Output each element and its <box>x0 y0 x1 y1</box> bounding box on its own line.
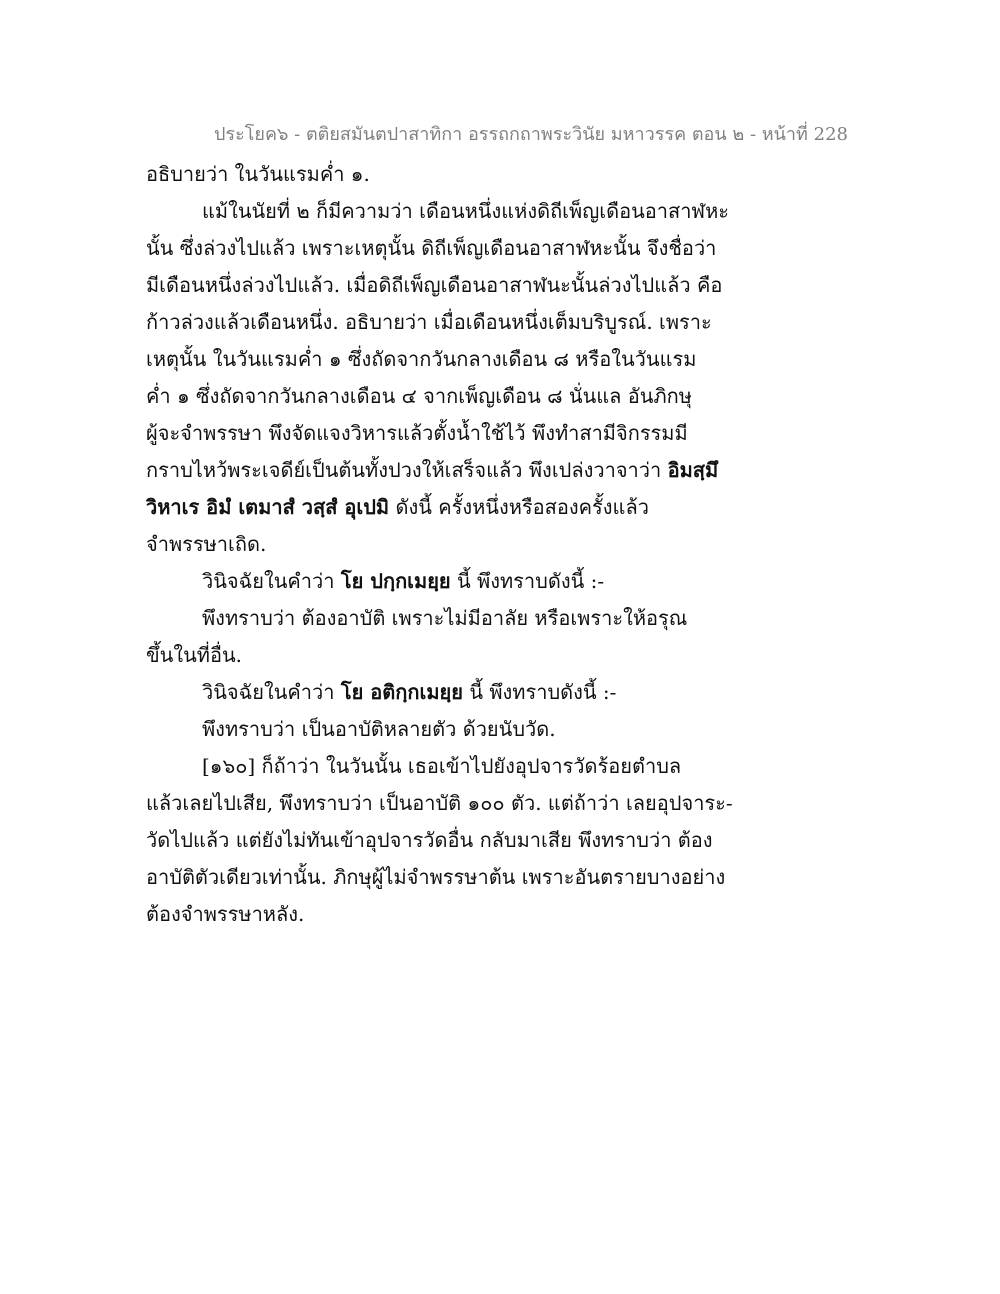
pali-term: โย ปกฺกเมยฺย <box>340 569 451 593</box>
text-line: อาบัติตัวเดียวเท่านั้น. ภิกษุผู้ไม่จำพรรษาต้น เพราะอันตรายบางอย่าง <box>146 865 726 889</box>
text-line: เหตุนั้น ในวันแรมค่ำ ๑ ซึ่งถัดจากวันกลางเดือน ๘ หรือในวันแรม <box>146 347 697 371</box>
text-line: พึงทราบว่า ต้องอาบัติ เพราะไม่มีอาลัย หรือเพราะให้อรุณ <box>202 606 688 630</box>
text-line: ต้องจำพรรษาหลัง. <box>146 902 305 926</box>
pali-phrase: วิหาเร อิมํ เตมาสํ วสฺสํ อุเปมิ <box>146 495 390 519</box>
body-text <box>146 156 733 933</box>
text-line <box>146 452 719 489</box>
text-line: นั้น ซึ่งล่วงไปแล้ว เพราะเหตุนั้น ดิถีเพ็ญเดือนอาสาฬหะนั้น จึงชื่อว่า <box>146 236 717 260</box>
text-line: ขึ้นในที่อื่น. <box>146 643 243 667</box>
running-header: ประโยค๖ - ตติยสมันตปาสาทิกา อรรถกถาพระวินัย มหาวรรค ตอน ๒ - หน้าที่ 228 <box>214 124 848 145</box>
text-line: วัดไปแล้ว แต่ยังไม่ทันเข้าอุปจารวัดอื่น กลับมาเสีย พึงทราบว่า ต้อง <box>146 828 713 852</box>
text-segment: วินิจฉัยในคำว่า <box>202 569 335 593</box>
text-line: ค่ำ ๑ ซึ่งถัดจากวันกลางเดือน ๔ จากเพ็ญเดือน ๘ นั่นแล อันภิกษุ <box>146 384 692 408</box>
text-line: พึงทราบว่า เป็นอาบัติหลายตัว ด้วยนับวัด. <box>202 717 556 741</box>
text-line <box>146 563 716 600</box>
text-line: ผู้จะจำพรรษา พึงจัดแจงวิหารแล้วตั้งน้ำใช้ไว้ พึงทำสามีจิกรรมมี <box>146 421 688 445</box>
text-line <box>146 674 716 711</box>
text-line: [๑๖๐] ก็ถ้าว่า ในวันนั้น เธอเข้าไปยังอุปจารวัดร้อยตำบล <box>202 754 682 778</box>
text-line: แล้วเลยไปเสีย, พึงทราบว่า เป็นอาบัติ ๑๐๐ ตัว. แต่ถ้าว่า เลยอุปจาระ- <box>146 791 733 815</box>
text-line <box>146 489 716 526</box>
text-segment: นี้ พึงทราบดังนี้ :- <box>469 680 617 704</box>
text-line: อธิบายว่า ในวันแรมค่ำ ๑. <box>146 162 370 186</box>
text-line: ก้าวล่วงแล้วเดือนหนึ่ง. อธิบายว่า เมื่อเดือนหนึ่งเต็มบริบูรณ์. เพราะ <box>146 310 712 334</box>
text-line: จำพรรษาเถิด. <box>146 532 267 556</box>
text-line: มีเดือนหนึ่งล่วงไปแล้ว. เมื่อดิถีเพ็ญเดือนอาสาฬนะนั้นล่วงไปแล้ว คือ <box>146 273 723 297</box>
text-segment: กราบไหว้พระเจดีย์เป็นต้นทั้งปวงให้เสร็จแล้ว พึงเปล่งวาจาว่า <box>146 458 662 482</box>
text-segment: วินิจฉัยในคำว่า <box>202 680 335 704</box>
pali-phrase: อิมสฺมึ <box>667 458 719 482</box>
text-line: แม้ในนัยที่ ๒ ก็มีความว่า เดือนหนึ่งแห่งดิถีเพ็ญเดือนอาสาฬหะ <box>202 199 730 223</box>
pali-term: โย อติกฺกเมยฺย <box>340 680 463 704</box>
text-segment: ดังนี้ ครั้งหนึ่งหรือสองครั้งแล้ว <box>395 495 649 519</box>
text-segment: นี้ พึงทราบดังนี้ :- <box>457 569 605 593</box>
